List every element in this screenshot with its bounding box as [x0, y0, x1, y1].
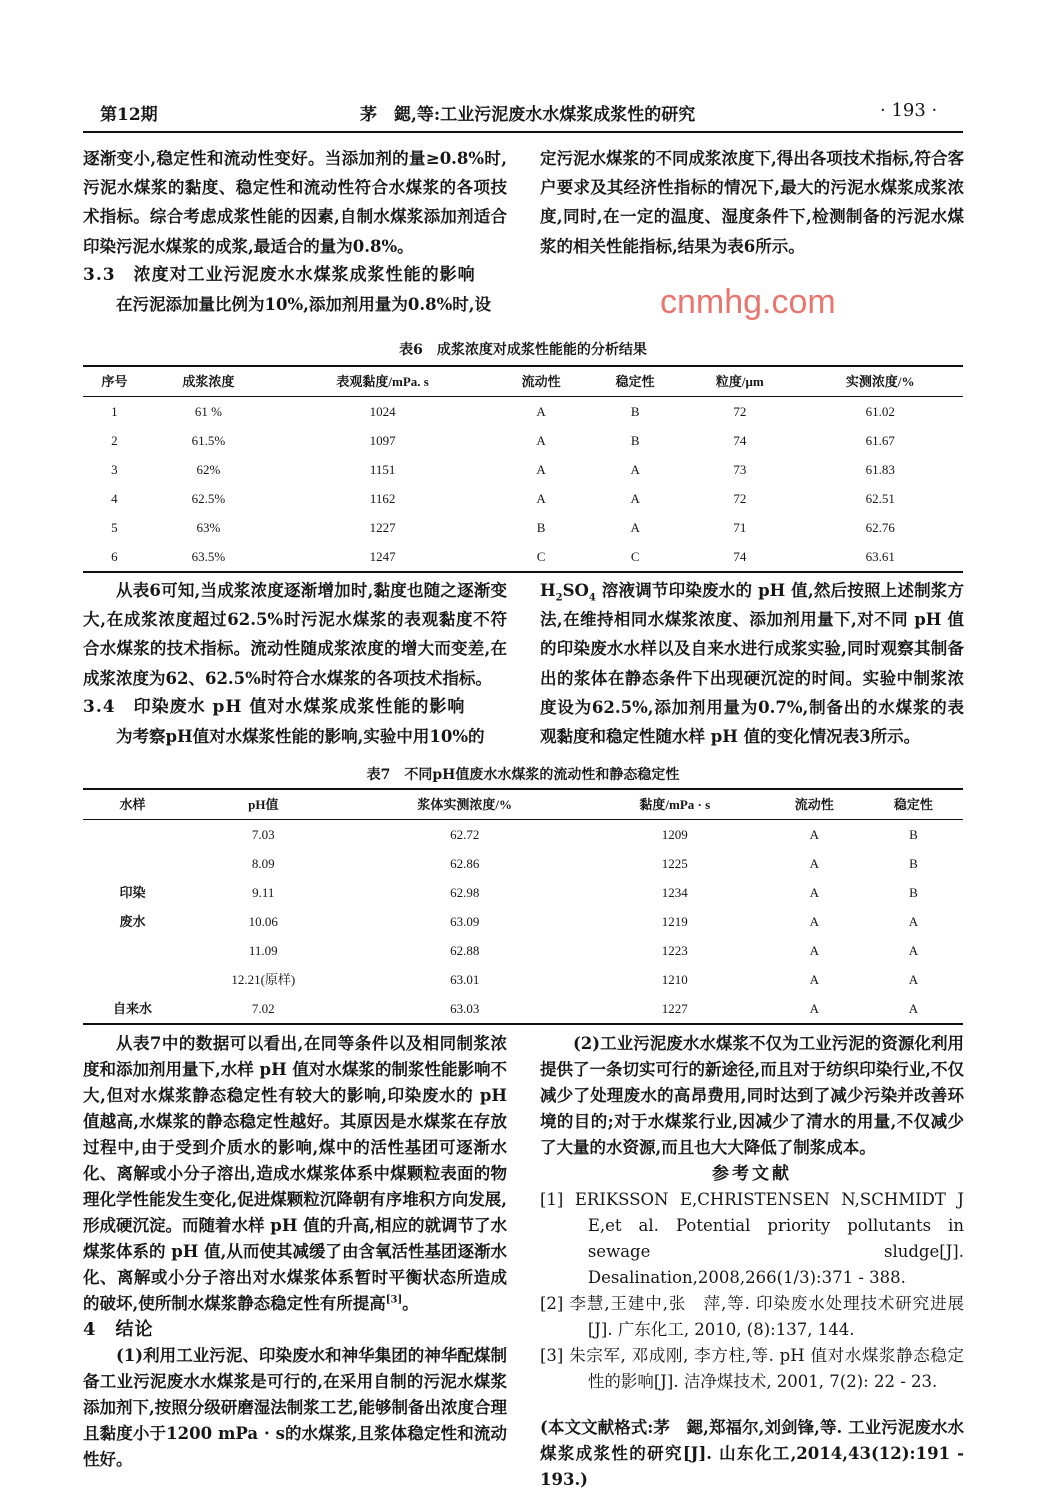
table-cell: 7.03	[251, 826, 275, 842]
left-column-top	[83, 144, 507, 319]
table-cell-empty	[83, 965, 182, 994]
section-heading-4: 4 结论	[83, 1319, 154, 1340]
table-cell: A	[536, 432, 546, 448]
table-cell: 71	[733, 519, 747, 535]
table-cell: 61.5%	[191, 432, 226, 448]
table-cell: A	[908, 971, 919, 987]
table-cell: 1223	[661, 942, 688, 958]
table-cell: 62.86	[450, 855, 480, 871]
formula-subscript: 2	[555, 592, 563, 604]
table-cell: 1234	[661, 884, 688, 900]
table-cell: 72	[733, 403, 747, 419]
table-cell: 62.51	[865, 490, 895, 506]
table-cell: 63.01	[450, 971, 480, 987]
column-header: 序号	[83, 366, 146, 397]
paragraph: 在污泥添加量比例为10%,添加剂用量为0.8%时,设	[116, 295, 492, 315]
paragraph	[83, 1031, 507, 1317]
table-cell: 1210	[661, 971, 688, 987]
section-heading-3-3: 3.3 浓度对工业污泥废水水煤浆成浆性能的影响	[83, 264, 476, 285]
table-cell: 72	[733, 490, 747, 506]
table-row	[83, 542, 963, 572]
column-header: 浆体实测浓度/%	[345, 789, 585, 820]
table-cell: B	[536, 519, 546, 535]
reference-item: [2] 李慧,王建中,张 萍,等. 印染废水处理技术研究进展[J]. 广东化工, 2010, (8):137, 144.	[540, 1294, 964, 1339]
table-cell-empty	[83, 936, 182, 965]
table-cell: 61.02	[865, 403, 895, 419]
table-cell: A	[536, 403, 546, 419]
table-cell: A	[809, 884, 819, 900]
table-cell: 62.76	[865, 519, 895, 535]
table-cell: 5	[111, 519, 118, 535]
table-cell: 10.06	[248, 913, 278, 929]
table-cell: 9.11	[252, 884, 275, 900]
table-cell: 74	[733, 432, 747, 448]
table-cell: 62.88	[450, 942, 480, 958]
formula: SO	[562, 581, 589, 600]
paragraph	[540, 576, 964, 751]
table-cell: 12.21(原样)	[231, 971, 296, 987]
table-cell: 1097	[369, 432, 396, 448]
table-cell: C	[630, 548, 640, 564]
formula-subscript: 4	[588, 592, 596, 604]
column-header: 稳定性	[588, 366, 682, 397]
table7	[83, 788, 963, 1025]
column-header: 流动性	[765, 789, 864, 820]
table-row	[83, 965, 963, 994]
table-cell: 1	[111, 403, 118, 419]
table-cell: A	[809, 1000, 819, 1016]
table-cell: 63.09	[450, 913, 480, 929]
table-cell: 1024	[369, 403, 396, 419]
table-cell: 62%	[196, 461, 221, 477]
table-row	[83, 994, 963, 1024]
table6	[83, 365, 963, 573]
table-cell-empty	[83, 849, 182, 878]
table-cell: 73	[733, 461, 747, 477]
paragraph: 逐渐变小,稳定性和流动性变好。当添加剂的量≥0.8%时,污泥水煤浆的黏度、稳定性和流动性符合水煤浆的各项技术指标。综合考虑成浆性能的因素,自制水煤浆添加剂适合印染污泥水煤浆的成浆,最适合的量为0.8%。	[83, 149, 507, 256]
table-cell: 62.72	[450, 826, 480, 842]
table-cell: 63.61	[865, 548, 895, 564]
table-cell: A	[809, 855, 819, 871]
paragraph-end: 。	[402, 1294, 419, 1313]
table-cell: A	[630, 461, 640, 477]
page-number: · 193 ·	[880, 100, 938, 121]
table-row	[83, 878, 963, 907]
table-cell: 3	[111, 461, 118, 477]
right-column-top	[540, 144, 964, 261]
table-cell: 63.5%	[191, 548, 226, 564]
watermark: cnmhg.com	[660, 283, 836, 321]
table-cell: A	[536, 490, 546, 506]
table-cell: B	[909, 826, 918, 842]
table-cell: B	[909, 884, 918, 900]
column-header: 实测浓度/%	[797, 366, 963, 397]
table-cell: A	[908, 913, 919, 929]
table-cell: 6	[111, 548, 118, 564]
right-column-bottom	[540, 1031, 964, 1493]
table-cell: 1227	[369, 519, 396, 535]
table-cell: 2	[111, 432, 118, 448]
table-cell: 1227	[661, 1000, 688, 1016]
column-header: 稳定性	[864, 789, 963, 820]
table-cell: C	[536, 548, 546, 564]
table-cell: A	[908, 942, 919, 958]
reference-item: [1] ERIKSSON E,CHRISTENSEN N,SCHMIDT J E,et al. Potential priority pollutants in sewage sludge[J]. Desalination,2008,266(1/3):371 - 388.	[540, 1190, 964, 1287]
table-cell: A	[536, 461, 546, 477]
table-row	[83, 426, 963, 455]
table-cell: A	[630, 519, 640, 535]
table-row	[83, 484, 963, 513]
issue-number: 第12期	[100, 105, 158, 125]
table-row	[83, 820, 963, 850]
table7-caption: 表7 不同pH值废水水煤浆的流动性和静态稳定性	[366, 767, 680, 783]
table-cell: 11.09	[248, 942, 278, 958]
table-cell-empty	[83, 820, 182, 850]
header-rule	[83, 131, 963, 133]
table6-caption: 表6 成浆浓度对成浆性能能的分析结果	[399, 342, 647, 358]
column-header: pH值	[182, 789, 344, 820]
table-cell: 1162	[369, 490, 396, 506]
table-row	[83, 907, 963, 936]
references-title: 参考文献	[712, 1164, 792, 1184]
table-cell: 1247	[369, 548, 396, 564]
table-cell: 61.83	[865, 461, 895, 477]
table-cell: 62.5%	[191, 490, 226, 506]
table-cell: 1209	[661, 826, 688, 842]
section-heading-3-4: 3.4 印染废水 pH 值对水煤浆成浆性能的影响	[83, 696, 466, 717]
column-header: 流动性	[494, 366, 588, 397]
table-cell: A	[908, 1000, 919, 1016]
table-cell: 63%	[196, 519, 221, 535]
column-header: 成浆浓度	[146, 366, 271, 397]
paragraph: 从表6可知,当成浆浓度逐渐增加时,黏度也随之逐渐变大,在成浆浓度超过62.5%时污泥水煤浆的表观黏度不符合水煤浆的技术指标。流动性随成浆浓度的增大而变差,在成浆浓度为62、62.5%时符合水煤浆的各项技术指标。	[83, 581, 507, 688]
water-sample-label: 废水	[119, 913, 146, 929]
paragraph: 定污泥水煤浆的不同成浆浓度下,得出各项技术指标,符合客户要求及其经济性指标的情况下,最大的污泥水煤浆成浆浓度,同时,在一定的温度、湿度条件下,检测制备的污泥水煤浆的相关性能指标,结果为表6所示。	[540, 149, 964, 256]
table-cell: B	[909, 855, 918, 871]
table-cell: 1225	[661, 855, 688, 871]
table-row	[83, 936, 963, 965]
references-list	[540, 1187, 964, 1395]
table-cell: 63.03	[450, 1000, 480, 1016]
table-cell: 61.67	[865, 432, 895, 448]
table-cell: 1219	[661, 913, 688, 929]
left-column-mid	[83, 576, 507, 751]
column-header: 黏度/mPa · s	[585, 789, 765, 820]
table-cell: A	[809, 826, 819, 842]
citation-format: (本文文献格式:茅 鍶,郑福尔,刘剑锋,等. 工业污泥废水水煤浆成浆性的研究[J]. 山东化工,2014,43(12):191 - 193.)	[540, 1418, 964, 1489]
table-cell: 62.98	[450, 884, 480, 900]
table-row	[83, 513, 963, 542]
paragraph: 为考察pH值对水煤浆性能的影响,实验中用10%的	[116, 727, 485, 747]
table-cell: 74	[733, 548, 747, 564]
water-sample-label: 印染	[119, 884, 146, 900]
table-row	[83, 455, 963, 484]
table-cell: A	[630, 490, 640, 506]
table-cell: 8.09	[251, 855, 275, 871]
column-header: 水样	[83, 789, 182, 820]
table-row	[83, 849, 963, 878]
table-cell: A	[809, 942, 819, 958]
table-row	[83, 397, 963, 427]
table-cell: 7.02	[251, 1000, 275, 1016]
table-cell: 1151	[369, 461, 396, 477]
formula: H	[540, 581, 556, 600]
table-cell: A	[809, 971, 819, 987]
right-column-mid	[540, 576, 964, 751]
paragraph: (1)利用工业污泥、印染废水和神华集团的神华配煤制备工业污泥废水水煤浆是可行的,在采用自制的污泥水煤浆添加剂下,按照分级研磨湿法制浆工艺,能够制备出浓度合理且黏度小于1200 mPa · s的水煤浆,且浆体稳定性和流动性好。	[83, 1346, 507, 1469]
citation-ref: [3]	[385, 1294, 403, 1306]
left-column-bottom	[83, 1031, 507, 1473]
water-sample-label: 自来水	[113, 1000, 153, 1016]
paragraph-text: 溶液调节印染废水的 pH 值,然后按照上述制浆方法,在维持相同水煤浆浓度、添加剂用量下,对不同 pH 值的印染废水水样以及自来水进行成浆实验,同时观察其制备出的浆体在静态条件下出现硬沉淀的时间。实验中制浆浓度设为62.5%,添加剂用量为0.7%,制备出的水煤浆的表观黏度和稳定性随水样 pH 值的变化情况表3所示。	[540, 581, 964, 747]
paragraph-text: 从表7中的数据可以看出,在同等条件以及相同制浆浓度和添加剂用量下,水样 pH 值对水煤浆的制浆性能影响不大,但对水煤浆静态稳定性有较大的影响,印染废水的 pH 值越高,水煤浆的静态稳定性越好。其原因是水煤浆在存放过程中,由于受到介质水的影响,煤中的活性基团可逐渐水化、离解或小分子溶出,造成水煤浆体系中煤颗粒表面的物理化学性能发生变化,促进煤颗粒沉降朝有序堆积方向发展,形成硬沉淀。而随着水样 pH 值的升高,相应的就调节了水煤浆体系的 pH 值,从而使其减缓了由含氧活性基团逐渐水化、离解或小分子溶出对水煤浆体系暂时平衡状态所造成的破坏,使所制水煤浆静态稳定性有所提高	[83, 1034, 507, 1313]
table-cell: A	[809, 913, 819, 929]
running-title: 茅 鍶,等:工业污泥废水水煤浆成浆性的研究	[360, 105, 696, 125]
column-header: 表观黏度/mPa. s	[271, 366, 494, 397]
table-cell: B	[630, 432, 640, 448]
table-cell: 61 %	[194, 403, 222, 419]
column-header: 粒度/μm	[682, 366, 797, 397]
table-cell: B	[630, 403, 640, 419]
paragraph: (2)工业污泥废水水煤浆不仅为工业污泥的资源化利用提供了一条切实可行的新途径,而且对于纺织印染行业,不仅减少了处理废水的高昂费用,同时达到了减少污染并改善环境的目的;对于水煤浆行业,因减少了清水的用量,不仅减少了大量的水资源,而且也大大降低了制浆成本。	[540, 1034, 964, 1157]
reference-item: [3] 朱宗军, 邓成刚, 李方柱,等. pH 值对水煤浆静态稳定性的影响[J]. 洁净煤技术, 2001, 7(2): 22 - 23.	[540, 1346, 964, 1391]
table-cell: 4	[111, 490, 118, 506]
